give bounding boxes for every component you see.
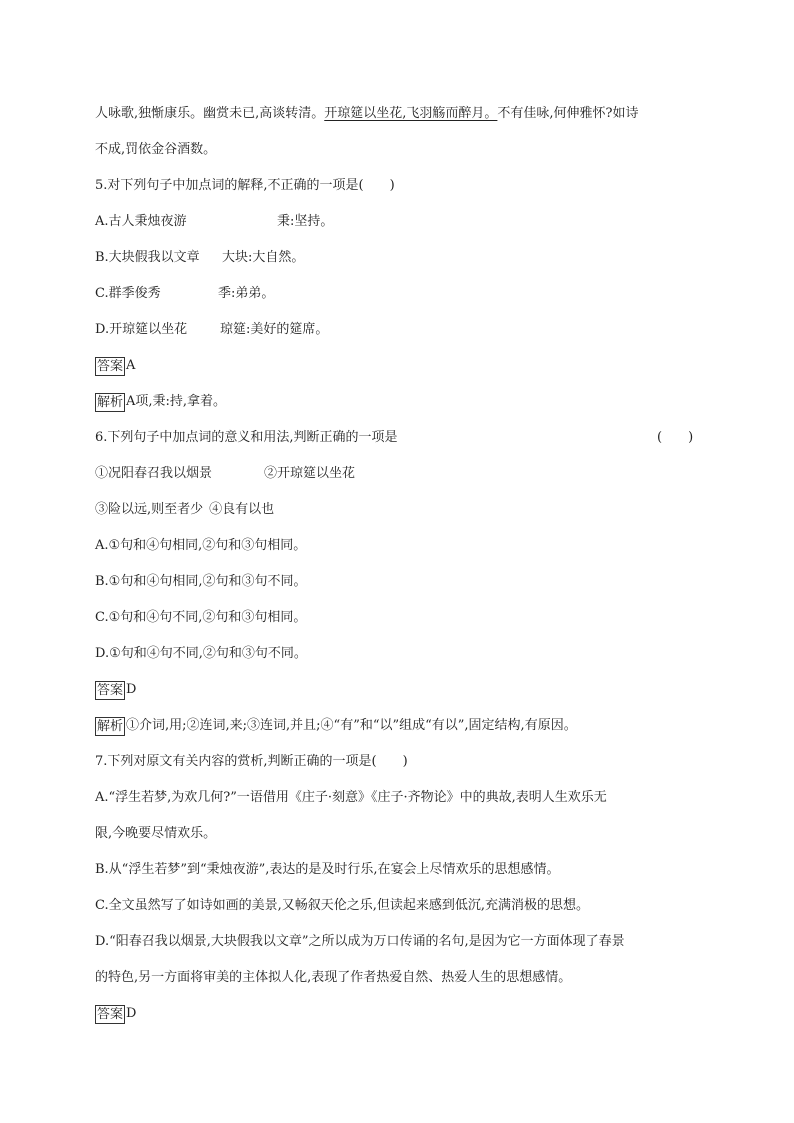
question-7-option-d-line-1: D.“阳春召我以烟景,大块假我以文章”之所以成为万口传诵的名句,是因为它一方面体现了春景 [95, 934, 625, 949]
option-gloss: 秉:坚持。 [277, 214, 334, 229]
sentence-3: ③险以远,则至者少 [95, 502, 204, 517]
question-5-option-b [95, 248, 495, 268]
analysis-text: ①介词,用;②连词,来;③连词,并且;④“有”和“以”组成“有以”,固定结构,有原因。 [126, 718, 577, 733]
passage-text: 不有佳咏,何伸雅怀?如诗 [497, 106, 639, 121]
analysis-label: 解析 [97, 394, 124, 410]
answer-value: A [126, 358, 136, 373]
answer-label: 答案 [97, 682, 124, 698]
option-text: B.大块假我以文章 [95, 250, 200, 265]
question-5-option-a [95, 212, 495, 232]
sentence-4: ④良有以也 [209, 502, 275, 517]
question-6-stem: 6.下列句子中加点词的意义和用法,判断正确的一项是 [95, 430, 398, 445]
answer-value: D [126, 682, 137, 697]
question-6-sentences-row-2 [95, 500, 274, 520]
underlined-sentence: 开琼筵以坐花,飞羽觞而醉月。 [324, 106, 498, 121]
answer-value: D [126, 1006, 137, 1021]
question-6-stem-line [95, 428, 700, 448]
option-gloss: 季:弟弟。 [218, 286, 275, 301]
question-7-option-a-line-1: A.“浮生若梦,为欢几何?”一语借用《庄子·刻意》《庄子·齐物论》中的典故,表明人生欢乐无 [95, 790, 607, 805]
question-6-sentences-row-1 [95, 464, 495, 484]
question-6-option-d: D.①句和④句不同,②句和③句不同。 [95, 646, 307, 661]
sentence-2: ②开琼筵以坐花 [264, 466, 356, 481]
question-6-option-b: B.①句和④句相同,②句和③句不同。 [95, 574, 307, 589]
question-6-option-c: C.①句和④句不同,②句和③句相同。 [95, 610, 307, 625]
question-7-stem: 7.下列对原文有关内容的赏析,判断正确的一项是( ) [95, 754, 408, 769]
answer-label: 答案 [97, 1006, 124, 1022]
option-text: A.古人秉烛夜游 [95, 214, 187, 229]
question-7-option-d-line-2: 的特色,另一方面将审美的主体拟人化,表现了作者热爱自然、热爱人生的思想感情。 [95, 970, 572, 985]
question-5-analysis [95, 392, 226, 412]
analysis-label: 解析 [97, 718, 124, 734]
passage-text: 人咏歌,独惭康乐。幽赏未已,高谈转清。 [95, 106, 325, 121]
question-6-analysis [95, 716, 577, 736]
sentence-1: ①况阳春召我以烟景 [95, 466, 213, 481]
option-text: C.群季俊秀 [95, 286, 161, 301]
question-6-answer [95, 680, 136, 700]
option-gloss: 大块:大自然。 [222, 250, 305, 265]
question-6-option-a: A.①句和④句相同,②句和③句相同。 [95, 538, 307, 553]
passage-line-2: 不成,罚依金谷酒数。 [95, 142, 217, 157]
option-text: D.开琼筵以坐花 [95, 322, 188, 337]
question-5-option-c [95, 284, 495, 304]
question-7-option-b: B.从“浮生若梦”到“秉烛夜游”,表达的是及时行乐,在宴会上尽情欢乐的思想感情。 [95, 862, 560, 877]
analysis-text: A项,秉:持,拿着。 [126, 394, 227, 409]
option-gloss: 琼筵:美好的筵席。 [220, 322, 329, 337]
question-7-option-a-line-2: 限,今晚要尽情欢乐。 [95, 826, 217, 841]
question-7-option-c: C.全文虽然写了如诗如画的美景,又畅叙天伦之乐,但读起来感到低沉,充满消极的思想。 [95, 898, 590, 913]
question-5-answer [95, 356, 135, 376]
answer-bracket: ( ) [657, 430, 694, 445]
question-5-stem: 5.对下列句子中加点词的解释,不正确的一项是( ) [95, 178, 395, 193]
answer-label: 答案 [97, 358, 124, 374]
question-7-answer [95, 1004, 136, 1024]
passage-line-1 [95, 104, 639, 124]
question-5-option-d [95, 320, 495, 340]
